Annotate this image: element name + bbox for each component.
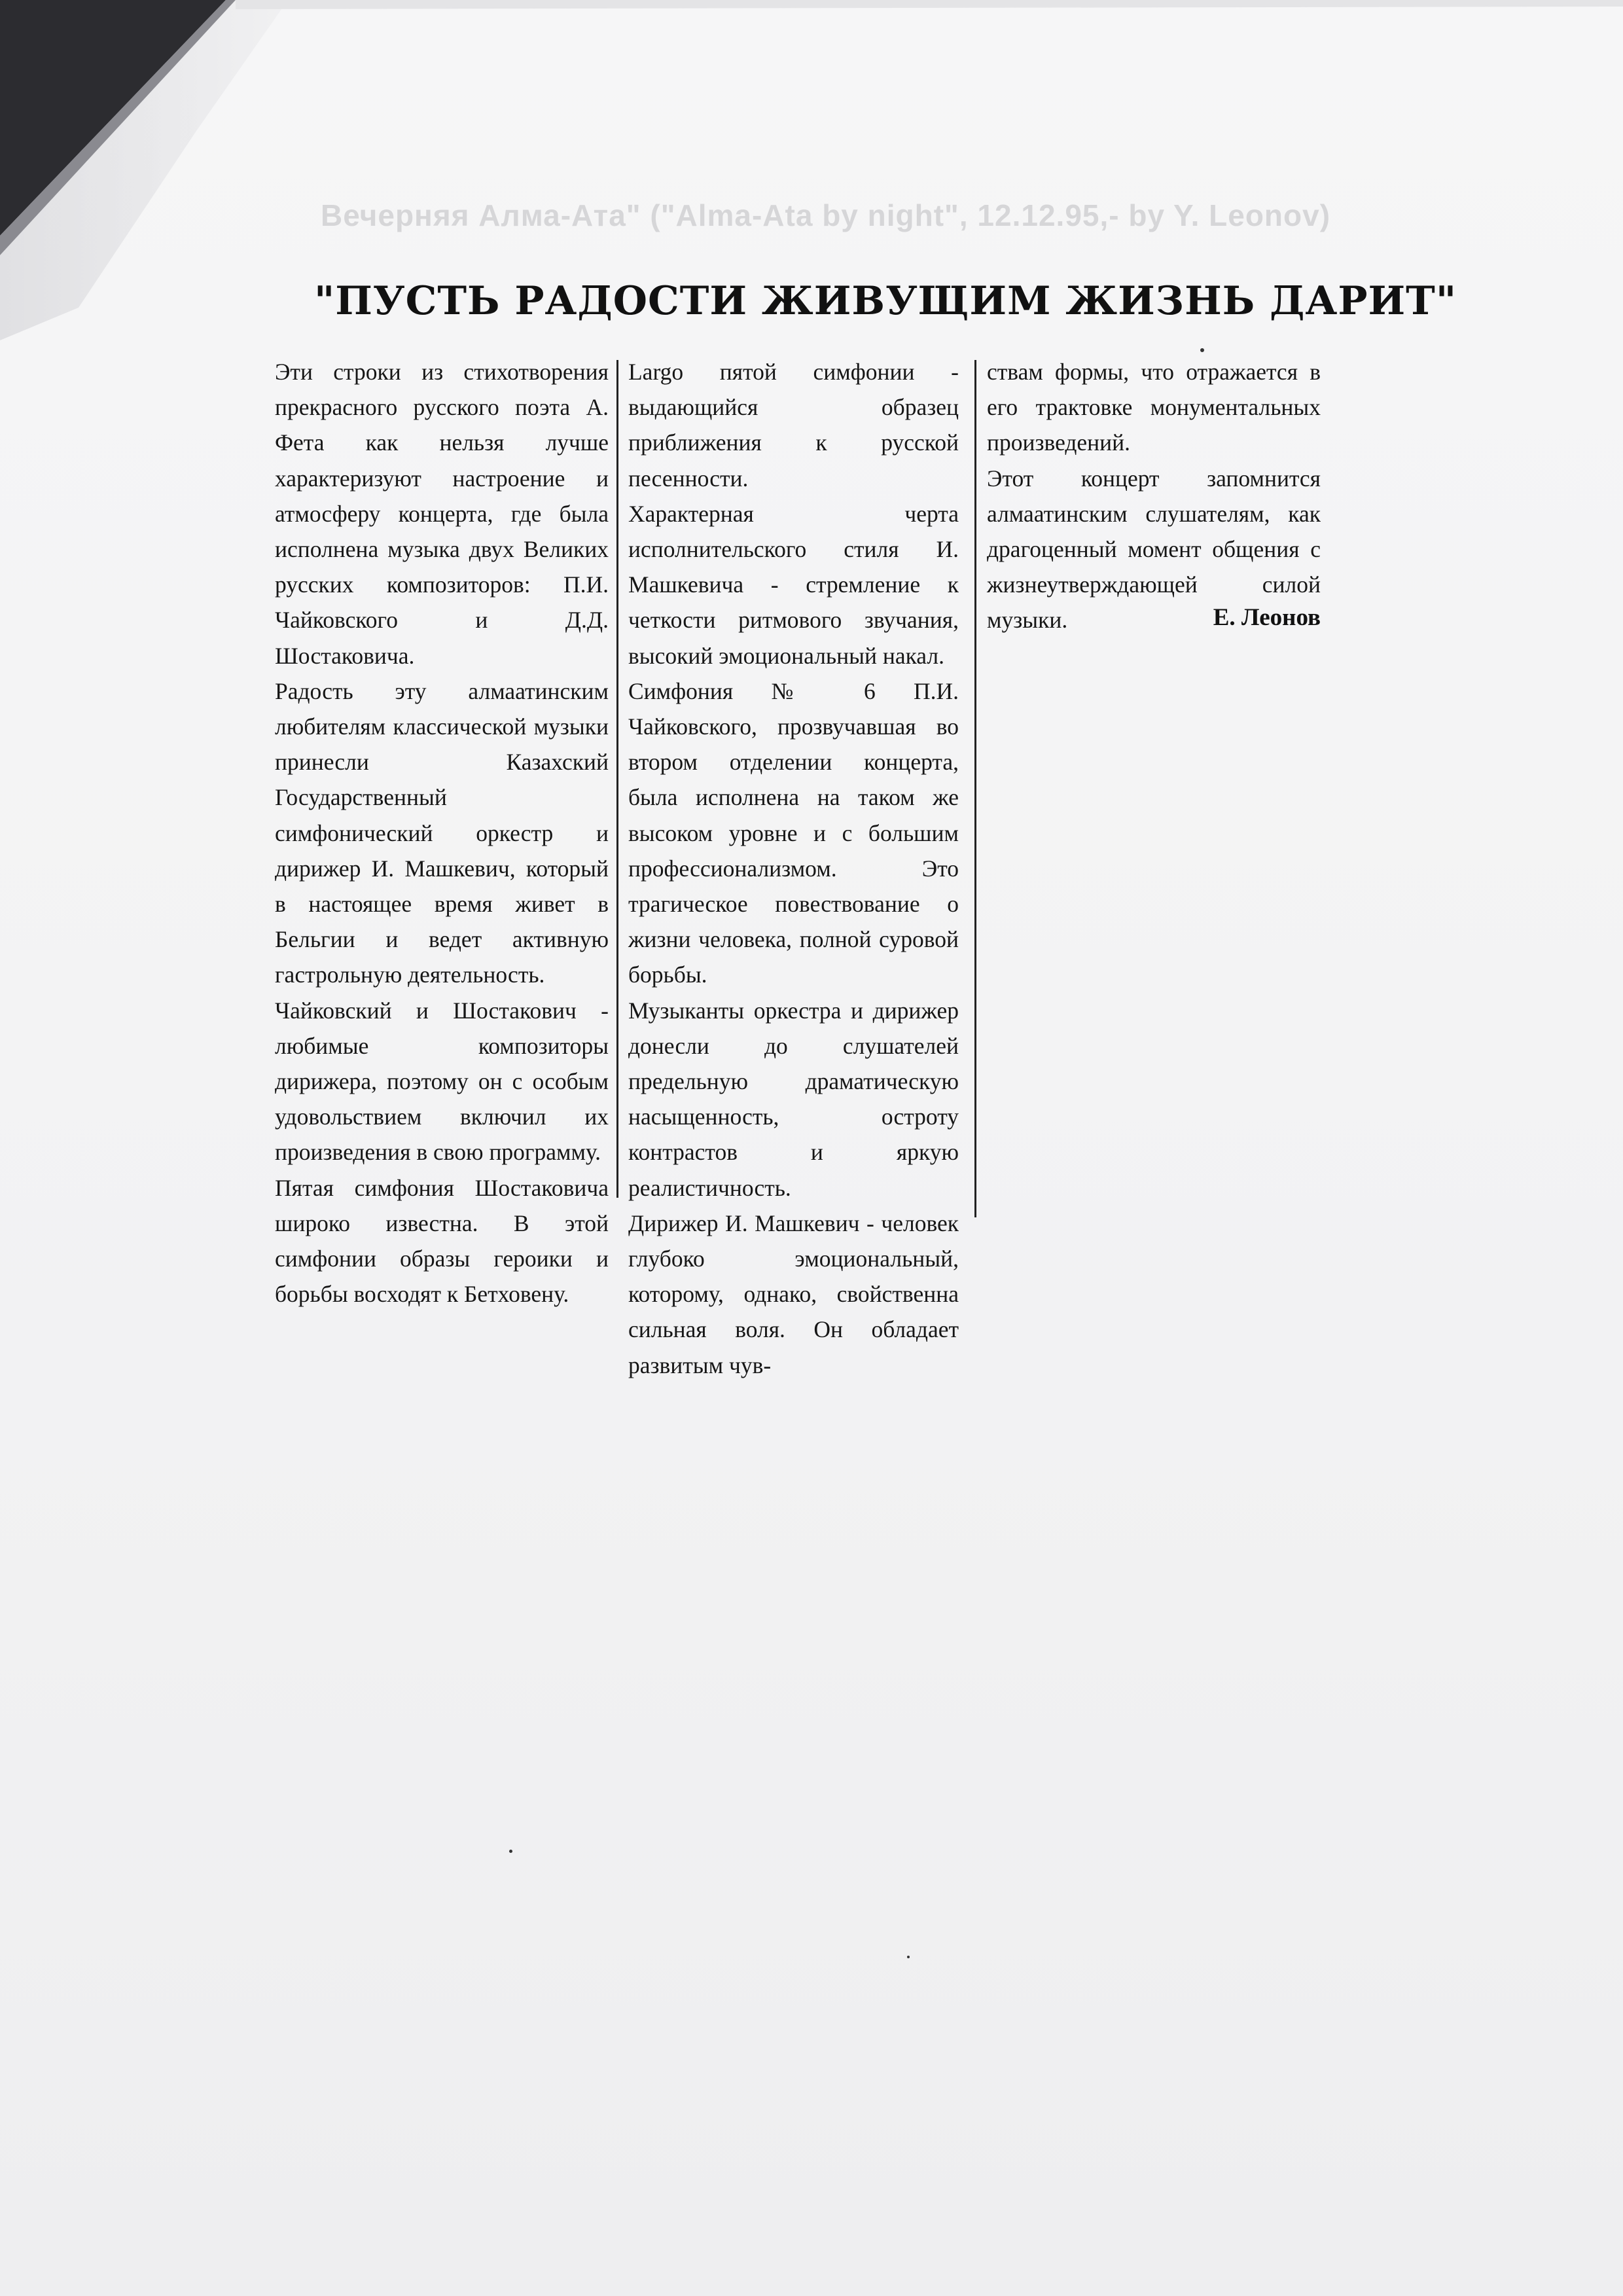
paragraph: Чайковский и Шостакович - любимые композиторы дирижера, поэтому он с особым удовольствием включил их произведения в свою программу. <box>275 997 609 1166</box>
dust-speck <box>907 1956 910 1958</box>
paragraph: Пятая симфония Шостаковича широко известна. В этой симфонии образы героики и борьбы восходят к Бетховену. <box>275 1174 609 1308</box>
article-headline: "ПУСТЬ РАДОСТИ ЖИВУЩИМ ЖИЗНЬ ДАРИТ" <box>314 278 1457 324</box>
bleed-through-header: Вечерняя Алма-Ата" ("Alma-Ata by night", 12.12.95,- by Y. Leonov) <box>321 198 1331 232</box>
paragraph: Симфония № 6 П.И. Чайковского, прозвучавшая во втором отделении концерта, была исполнена на таком же высоком уровне и с большим профессионализмом. Это трагическое повествование о жизни человека, полной суровой борьбы. <box>628 677 959 988</box>
column-divider <box>616 360 618 1198</box>
dust-speck <box>1200 348 1204 352</box>
paragraph: Largo пятой симфонии - выдающийся образец приближения к русской песенности. <box>628 359 959 492</box>
article-column-3 <box>987 354 1321 638</box>
paragraph: Дирижер И. Машкевич - человек глубоко эмоциональный, которому, однако, свойственна сильная воля. Он обладает развитым чув- <box>628 1210 959 1378</box>
paragraph: Радость эту алмаатинским любителям классической музыки принесли Казахский Государственный симфонический оркестр и дирижер И. Машкевич, который в настоящее время живет в Бельгии и ведет активную гастрольную деятельность. <box>275 677 609 988</box>
paragraph: Этот концерт запомнится алмаатинским слушателям, как драгоценный момент общения с жизнеутверждающей силой музыки. <box>987 465 1321 634</box>
author-signature: Е. Леонов <box>1213 604 1321 631</box>
paragraph: Эти строки из стихотворения прекрасного русского поэта А. Фета как нельзя лучше характеризуют настроение и атмосферу концерта, где была исполнена музыка двух Великих русских композиторов: П.И. Чайковского и Д.Д. Шостаковича. <box>275 359 609 669</box>
paragraph: Музыканты оркестра и дирижер донесли до слушателей предельную драматическую насыщенность, остроту контрастов и яркую реалистичность. <box>628 997 959 1201</box>
paragraph: ствам формы, что отражается в его трактовке монументальных произведений. <box>987 359 1321 456</box>
paragraph: Характерная черта исполнительского стиля И. Машкевича - стремление к четкости ритмового звучания, высокий эмоциональный накал. <box>628 500 959 669</box>
column-divider <box>974 360 976 1217</box>
article-column-1 <box>275 354 609 1312</box>
article-column-2 <box>628 354 959 1383</box>
dust-speck <box>509 1850 512 1853</box>
